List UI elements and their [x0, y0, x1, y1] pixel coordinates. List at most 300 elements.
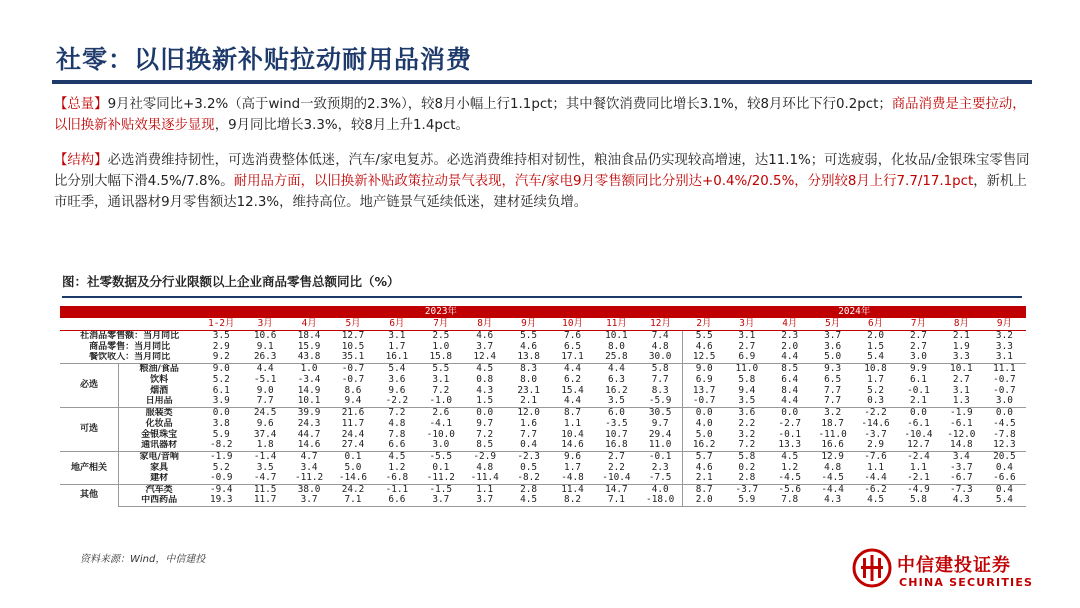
table-cell: 5.5 — [419, 363, 463, 374]
month-header: 7月 — [419, 318, 463, 330]
table-cell: 9.4 — [344, 396, 362, 407]
table-cell: 8.2 — [551, 495, 595, 506]
table-cell: 9.7 — [476, 418, 494, 429]
table-cell: 12.5 — [682, 352, 725, 363]
row-label: 烟酒 — [150, 385, 169, 396]
table-cell: 5.4 — [375, 363, 419, 374]
text-total-2: ，9月同比增长3.3%，较8月上升1.4pct。 — [214, 118, 469, 133]
table-cell: 16.2 — [605, 385, 628, 396]
row-label: 餐饮收入：当月同比 — [89, 352, 171, 363]
table-cell: 7.2 — [476, 429, 494, 440]
month-header: 7月 — [897, 318, 940, 330]
table-cell: 1.2 — [781, 462, 799, 473]
table-cell: -4.5 — [993, 418, 1016, 429]
table-cell: 8.5 — [476, 440, 494, 451]
text-structure-2: ，新机上市旺季，通讯器材9月零售额达12.3%，维持高位。地产链景气延续低迷，建材延续负增。 — [54, 174, 1027, 210]
slide-title: 社零：以旧换新补贴拉动耐用品消费 — [56, 45, 473, 74]
table-cell: 1.9 — [952, 341, 970, 352]
tag-total: 【总量】 — [54, 97, 108, 112]
table-cell: 1.2 — [388, 462, 406, 473]
table-cell: -3.5 — [605, 418, 628, 429]
table-cell: 24.5 — [243, 407, 287, 418]
table-cell: 6.5 — [824, 374, 842, 385]
table-cell: -4.1 — [429, 418, 453, 429]
table-cell: -1.9 — [199, 451, 243, 462]
table-cell: 2.7 — [909, 330, 927, 341]
table-cell: 30.0 — [648, 352, 672, 363]
table-cell: 4.5 — [463, 363, 507, 374]
table-cell: 13.7 — [682, 385, 725, 396]
table-cell: 0.0 — [199, 407, 243, 418]
table-cell: 14.8 — [950, 440, 973, 451]
table-cell: 30.5 — [638, 407, 682, 418]
table-cell: 4.6 — [682, 341, 725, 352]
table-cell: 3.7 — [824, 330, 842, 341]
table-row — [60, 407, 1026, 418]
table-cell: 4.4 — [243, 363, 287, 374]
table-cell: 0.4 — [520, 440, 538, 451]
row-label: 商品零售：当月同比 — [89, 341, 171, 352]
row-label: 服装类 — [119, 407, 200, 418]
table-cell: -6.7 — [950, 473, 973, 484]
month-header: 6月 — [854, 318, 897, 330]
table-cell: -4.4 — [864, 473, 887, 484]
table-cell: 8.0 — [607, 341, 625, 352]
table-cell: 5.0 — [824, 352, 842, 363]
table-cell: 3.5 — [256, 462, 274, 473]
header-corner — [60, 306, 199, 318]
month-header: 4月 — [287, 318, 331, 330]
table-cell: 8.7 — [682, 484, 725, 495]
row-label: 日用品 — [145, 396, 173, 407]
table-cell: 7.6 — [564, 330, 581, 341]
logo-text-cn: 中信建投证券 — [897, 555, 1011, 576]
table-cell: 2.1 — [520, 396, 538, 407]
table-cell: 2.9 — [867, 440, 884, 451]
table-cell: 9.0 — [682, 363, 725, 374]
table-cell: 12.9 — [811, 451, 854, 462]
table-cell: 43.8 — [297, 352, 321, 363]
table-cell: 1.6 — [520, 418, 538, 429]
table-cell: -6.6 — [993, 473, 1016, 484]
table-cell: 5.2 — [212, 462, 230, 473]
table-cell: 0.0 — [768, 407, 811, 418]
table-cell: 20.5 — [983, 451, 1026, 462]
table-cell: 6.2 — [564, 374, 581, 385]
source-note: 资料来源：Wind，中信建投 — [80, 554, 206, 565]
table-cell: -2.7 — [778, 418, 801, 429]
table-cell: 3.6 — [725, 407, 768, 418]
table-cell: -18.0 — [638, 495, 682, 506]
table-cell: -3.7 — [864, 429, 887, 440]
table-cell: 4.6 — [682, 462, 725, 473]
table-cell: -0.7 — [993, 385, 1016, 396]
table-cell: -0.7 — [993, 374, 1016, 385]
table-cell: 4.7 — [287, 451, 331, 462]
table-cell: 2.7 — [738, 341, 756, 352]
table-cell: 2.2 — [738, 418, 756, 429]
table-cell: 1.0 — [287, 363, 331, 374]
table-cell: 11.7 — [341, 418, 365, 429]
table-cell: -7.3 — [940, 484, 983, 495]
table-cell: -10.0 — [426, 429, 455, 440]
table-cell: 0.0 — [463, 407, 507, 418]
table-cell: 25.8 — [605, 352, 628, 363]
table-cell: 35.1 — [341, 352, 365, 363]
table-cell: 12.7 — [341, 330, 365, 341]
table-cell: 7.7 — [256, 396, 274, 407]
table-cell: 11.7 — [243, 495, 287, 506]
table-cell: 5.5 — [682, 330, 725, 341]
table-row — [60, 473, 1026, 484]
table-cell: -2.9 — [463, 451, 507, 462]
table-cell: -8.2 — [209, 440, 233, 451]
month-header: 8月 — [463, 318, 507, 330]
table-cell: 2.0 — [682, 495, 725, 506]
table-cell: 11.4 — [551, 484, 595, 495]
table-cell: 14.6 — [561, 440, 584, 451]
table-cell: 7.7 — [520, 429, 538, 440]
table-cell: 3.9 — [212, 396, 230, 407]
month-header: 3月 — [725, 318, 768, 330]
table-cell: -12.0 — [947, 429, 976, 440]
table-cell: 0.0 — [897, 407, 940, 418]
table-cell: 6.9 — [682, 374, 725, 385]
table-cell: 8.7 — [551, 407, 595, 418]
table-cell: 5.0 — [344, 462, 362, 473]
table-cell: 5.4 — [983, 495, 1026, 506]
table-cell: 0.1 — [331, 451, 375, 462]
table-cell: -1.9 — [940, 407, 983, 418]
month-header: 1-2月 — [199, 318, 243, 330]
month-header: 12月 — [638, 318, 682, 330]
table-cell: 37.4 — [253, 429, 277, 440]
table-cell: 1.7 — [564, 462, 581, 473]
table-cell: 4.5 — [507, 495, 551, 506]
table-cell: -6.1 — [907, 418, 930, 429]
table-cell: 5.8 — [638, 363, 682, 374]
table-cell: 10.4 — [561, 429, 584, 440]
table-row — [60, 363, 1026, 374]
table-row — [60, 418, 1026, 429]
table-cell: 4.8 — [824, 462, 842, 473]
table-cell: 3.1 — [388, 330, 406, 341]
table-cell: 4.5 — [768, 451, 811, 462]
table-cell: 2.6 — [419, 407, 463, 418]
table-cell: 2.3 — [781, 330, 799, 341]
table-cell: 5.9 — [212, 429, 230, 440]
table-cell: 3.1 — [995, 352, 1013, 363]
table-cell: 10.1 — [940, 363, 983, 374]
table-cell: 14.6 — [297, 440, 321, 451]
table-cell: 29.4 — [648, 429, 672, 440]
table-cell: -9.4 — [199, 484, 243, 495]
row-label: 中西药品 — [119, 495, 200, 506]
table-cell: 0.8 — [476, 374, 494, 385]
table-cell: 3.5 — [607, 396, 625, 407]
table-cell: 4.3 — [476, 385, 494, 396]
table-cell: -4.7 — [253, 473, 277, 484]
table-cell: 6.3 — [607, 374, 625, 385]
table-cell: 24.4 — [341, 429, 365, 440]
row-label: 建材 — [150, 473, 169, 484]
table-cell: 0.1 — [432, 462, 450, 473]
table-cell: 3.7 — [419, 495, 463, 506]
month-header: 9月 — [983, 318, 1026, 330]
table-cell: -3.4 — [297, 374, 321, 385]
table-cell: 9.2 — [212, 352, 230, 363]
table-cell: 3.7 — [476, 341, 494, 352]
table-cell: -7.6 — [854, 451, 897, 462]
table-cell: 3.1 — [738, 330, 756, 341]
row-label: 家具 — [150, 462, 169, 473]
table-cell: 4.4 — [781, 352, 799, 363]
month-header: 4月 — [768, 318, 811, 330]
table-cell: 1.1 — [564, 418, 581, 429]
table-cell: 27.4 — [341, 440, 365, 451]
table-cell: 6.0 — [594, 407, 638, 418]
row-label: 汽车类 — [119, 484, 200, 495]
table-cell: 10.5 — [341, 341, 365, 352]
table-cell: -11.2 — [426, 473, 455, 484]
table-cell: 2.9 — [212, 341, 230, 352]
group-label: 地产相关 — [60, 451, 119, 484]
table-row — [60, 341, 1026, 352]
table-cell: 4.4 — [594, 363, 638, 374]
table-row — [60, 352, 1026, 363]
table-cell: 6.1 — [212, 385, 230, 396]
month-header: 6月 — [375, 318, 419, 330]
row-label: 粮油/食品 — [119, 363, 200, 374]
table-cell: 5.4 — [867, 352, 884, 363]
table-cell: 2.0 — [867, 330, 884, 341]
table-cell: 4.4 — [564, 396, 581, 407]
table-cell: 5.2 — [867, 385, 884, 396]
table-cell: 1.5 — [867, 341, 884, 352]
table-cell: 12.3 — [993, 440, 1016, 451]
table-cell: 11.0 — [648, 440, 672, 451]
group-label: 必选 — [60, 363, 119, 407]
table-cell: 4.8 — [651, 341, 669, 352]
month-header: 5月 — [331, 318, 375, 330]
table-cell: 1.3 — [952, 396, 970, 407]
table-cell: -5.5 — [419, 451, 463, 462]
text-total-1: 9月社零同比+3.2%（高于wind一致预期的2.3%），较8月小幅上行1.1pct；其中餐饮消费同比增长3.1%，较8月环比下行0.2pct； — [107, 97, 892, 112]
logo-text-en: CHINA SECURITIES — [899, 576, 1034, 589]
table-cell: 11.5 — [243, 484, 287, 495]
table-cell: -2.2 — [854, 407, 897, 418]
table-cell: 0.5 — [520, 462, 538, 473]
table-cell: 17.1 — [561, 352, 584, 363]
table-cell: 2.7 — [594, 451, 638, 462]
table-cell: -5.1 — [253, 374, 277, 385]
month-header: 2月 — [682, 318, 725, 330]
table-cell: 1.5 — [476, 396, 494, 407]
table-cell: -1.4 — [243, 451, 287, 462]
table-cell: 3.6 — [388, 374, 406, 385]
table-cell: 0.4 — [995, 462, 1013, 473]
table-cell: 9.6 — [551, 451, 595, 462]
month-header: 5月 — [811, 318, 854, 330]
table-row — [60, 462, 1026, 473]
table-cell: 18.7 — [821, 418, 844, 429]
month-header-row — [60, 318, 1026, 330]
table-cell: 9.3 — [811, 363, 854, 374]
table-cell: -11.4 — [470, 473, 499, 484]
table-cell: 16.1 — [385, 352, 409, 363]
group-label: 其他 — [60, 484, 119, 506]
table-cell: 5.2 — [212, 374, 230, 385]
table-cell: 7.2 — [738, 440, 756, 451]
table-cell: 0.2 — [738, 462, 756, 473]
table-cell: 2.8 — [738, 473, 756, 484]
table-cell: -8.2 — [517, 473, 540, 484]
table-cell: 21.6 — [331, 407, 375, 418]
table-cell: 2.7 — [952, 374, 970, 385]
table-cell: -5.6 — [768, 484, 811, 495]
table-row — [60, 429, 1026, 440]
table-cell: 6.4 — [781, 374, 799, 385]
row-label: 饮料 — [150, 374, 169, 385]
year-2024-header: 2024年 — [682, 306, 1026, 318]
table-cell: -2.1 — [907, 473, 930, 484]
table-cell: -0.7 — [682, 396, 725, 407]
table-cell: -1.1 — [375, 484, 419, 495]
month-header: 11月 — [594, 318, 638, 330]
table-cell: -1.0 — [429, 396, 453, 407]
table-cell: 15.8 — [429, 352, 453, 363]
table-cell: 7.2 — [432, 385, 450, 396]
table-cell: 2.3 — [651, 462, 669, 473]
table-cell: 10.7 — [605, 429, 628, 440]
table-cell: 10.6 — [253, 330, 277, 341]
table-cell: 5.8 — [738, 374, 756, 385]
table-cell: 7.2 — [375, 407, 419, 418]
row-label: 化妆品 — [145, 418, 173, 429]
table-cell: 9.4 — [738, 385, 756, 396]
table-cell: 0.3 — [867, 396, 884, 407]
table-cell: 5.8 — [897, 495, 940, 506]
table-cell: -4.9 — [897, 484, 940, 495]
table-cell: 9.0 — [256, 385, 274, 396]
table-cell: -2.3 — [507, 451, 551, 462]
month-header: 3月 — [243, 318, 287, 330]
table-cell: 2.1 — [952, 330, 970, 341]
table-cell: 3.1 — [952, 385, 970, 396]
table-cell: 13.8 — [517, 352, 540, 363]
table-cell: -6.2 — [854, 484, 897, 495]
table-cell: 1.7 — [388, 341, 406, 352]
table-cell: 38.0 — [287, 484, 331, 495]
table-cell: 8.3 — [507, 363, 551, 374]
table-cell: 3.0 — [432, 440, 450, 451]
table-cell: 14.9 — [297, 385, 321, 396]
table-cell: -14.6 — [338, 473, 368, 484]
table-cell: 4.4 — [551, 363, 595, 374]
table-cell: 3.3 — [952, 352, 970, 363]
table-cell: 5.9 — [725, 495, 768, 506]
table-cell: -10.4 — [904, 429, 933, 440]
row-label: 通讯器材 — [141, 440, 178, 451]
table-cell: 6.1 — [909, 374, 927, 385]
table-cell: 1.8 — [256, 440, 274, 451]
table-cell: 16.6 — [821, 440, 844, 451]
table-cell: -2.2 — [385, 396, 409, 407]
table-cell: 9.7 — [651, 418, 669, 429]
table-cell: 12.0 — [507, 407, 551, 418]
table-row — [60, 374, 1026, 385]
table-cell: 3.5 — [738, 396, 756, 407]
table-cell: 3.7 — [287, 495, 331, 506]
table-cell: 3.2 — [738, 429, 756, 440]
table-cell: 3.6 — [824, 341, 842, 352]
table-cell: 11.1 — [983, 363, 1026, 374]
table-row — [60, 495, 1026, 506]
table-cell: -0.7 — [341, 374, 365, 385]
table-cell: 12.7 — [907, 440, 930, 451]
table-cell: -5.9 — [648, 396, 672, 407]
month-corner — [60, 318, 199, 330]
month-header: 8月 — [940, 318, 983, 330]
month-header: 10月 — [551, 318, 595, 330]
table-cell: -10.4 — [602, 473, 631, 484]
table-cell: -0.1 — [778, 429, 801, 440]
table-cell: 23.1 — [517, 385, 540, 396]
table-cell: 19.3 — [199, 495, 243, 506]
table-row — [60, 451, 1026, 462]
table-row — [60, 385, 1026, 396]
table-cell: -6.1 — [950, 418, 973, 429]
table-cell: 9.9 — [897, 363, 940, 374]
table-cell: 4.8 — [388, 418, 406, 429]
paragraph-structure — [54, 150, 1030, 213]
table-cell: -3.7 — [950, 462, 973, 473]
table-cell: -0.1 — [638, 451, 682, 462]
table-cell: 3.3 — [995, 341, 1013, 352]
table-cell: 3.7 — [463, 495, 507, 506]
table-cell: 0.4 — [983, 484, 1026, 495]
text-structure-highlight: 耐用品方面，以旧换新补贴政策拉动景气表现，汽车/家电9月零售额同比分别达+0.4%/20.5%，分别较8月上行7.7/17.1pct — [233, 174, 974, 189]
figure-title: 图：社零数据及分行业限额以上企业商品零售总额同比（%） — [62, 274, 400, 289]
text-total-highlight: 商品消费是主要拉动，以旧换新补贴效果逐步显现 — [54, 97, 1026, 133]
table-row — [60, 440, 1026, 451]
table-cell: 2.7 — [909, 341, 927, 352]
table-cell: 3.0 — [995, 396, 1013, 407]
table-cell: 4.5 — [854, 495, 897, 506]
table-cell: 1.0 — [432, 341, 450, 352]
table-cell: 3.2 — [811, 407, 854, 418]
table-cell: -11.2 — [294, 473, 324, 484]
table-cell: 3.8 — [212, 418, 230, 429]
table-cell: 4.8 — [476, 462, 494, 473]
table-cell: -1.5 — [419, 484, 463, 495]
table-cell: 2.1 — [682, 473, 725, 484]
figure-divider — [62, 296, 1022, 298]
group-label: 可选 — [60, 407, 119, 451]
table-cell: 8.6 — [344, 385, 362, 396]
table-cell: 7.8 — [388, 429, 406, 440]
table-cell: 8.5 — [768, 363, 811, 374]
table-cell: -0.9 — [209, 473, 233, 484]
table-row — [60, 396, 1026, 407]
table-cell: -14.6 — [861, 418, 890, 429]
table-cell: -7.8 — [993, 429, 1016, 440]
table-cell: 0.0 — [983, 407, 1026, 418]
table-cell: 15.9 — [297, 341, 321, 352]
text-structure-1: 必选消费维持韧性，可选消费整体低迷，汽车/家电复苏。必选消费维持相对韧性，粮油食品仍实现较高增速，达11.1%；可选疲弱，化妆品/金银珠宝零售同比分别大幅下滑4.5%/7.8%。 — [54, 153, 1030, 189]
table-cell: 2.2 — [607, 462, 625, 473]
title-divider — [52, 80, 1032, 84]
